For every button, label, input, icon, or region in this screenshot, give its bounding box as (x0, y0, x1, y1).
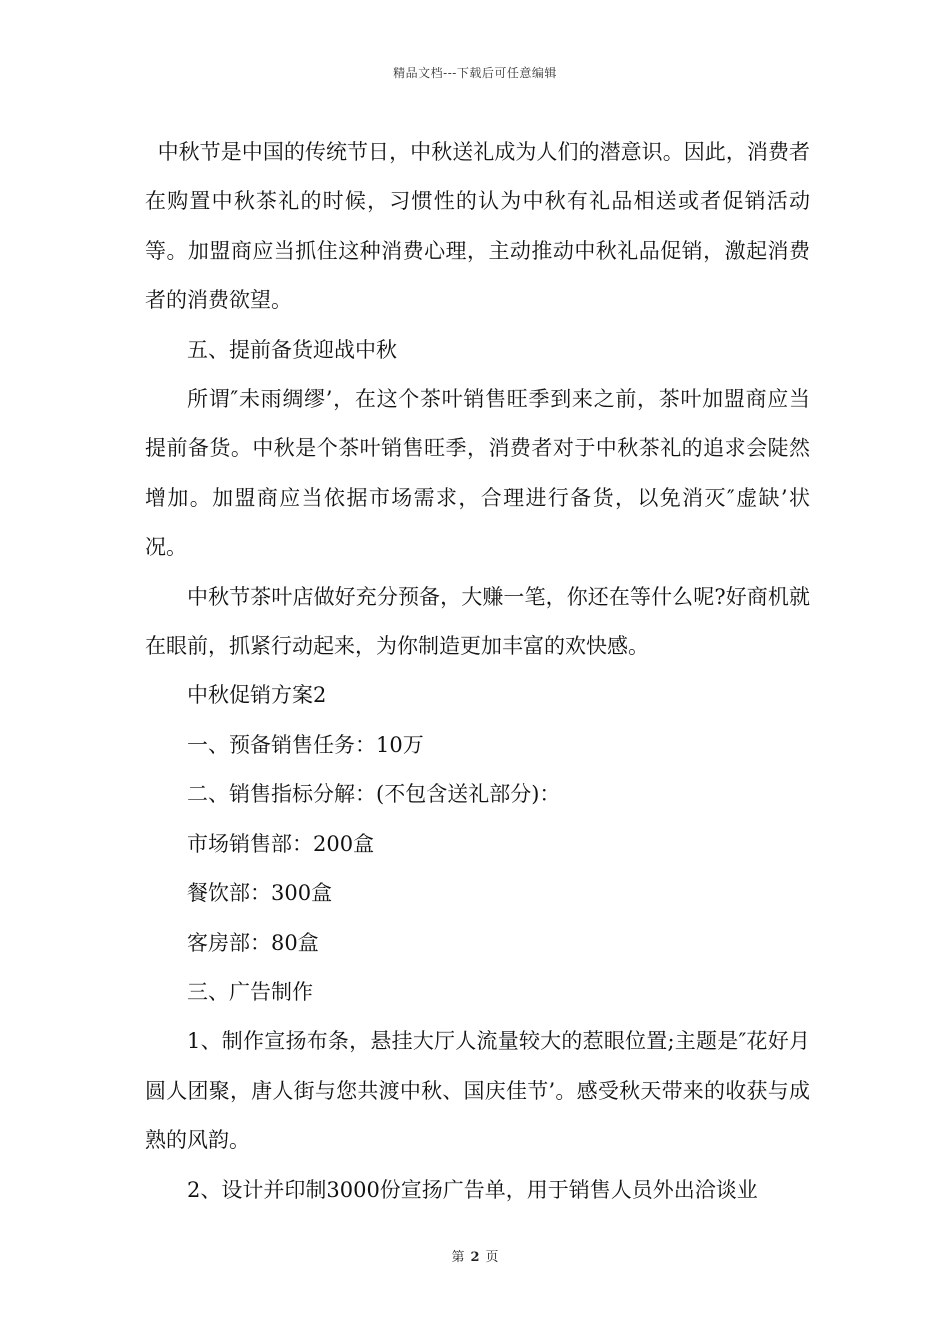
section-heading: 五、提前备货迎战中秋 (187, 337, 397, 362)
list-item: 餐饮部：300盒 (187, 881, 333, 906)
section-heading: 中秋促销方案2 (187, 683, 327, 708)
paragraph: 中秋节是中国的传统节日，中秋送礼成为人们的潜意识。因此，消费者在购置中秋茶礼的时候，习惯性的认为中秋有礼品相送或者促销活动等。加盟商应当抓住这种消费心理，主动推动中秋礼品促销，激起消费者的消费欲望。 (145, 140, 810, 313)
page-label-prefix: 第 (451, 1250, 465, 1265)
list-item: 市场销售部：200盒 (187, 831, 375, 856)
page-footer (0, 1246, 950, 1265)
paragraph: 2、设计并印制3000份宣扬广告单，用于销售人员外出洽谈业 (187, 1177, 758, 1202)
page-number: 2 (470, 1250, 480, 1265)
paragraph: 中秋节茶叶店做好充分预备，大赚一笔，你还在等什么呢?好商机就在眼前，抓紧行动起来，为你制造更加丰富的欢快感。 (145, 584, 810, 659)
paragraph: 所谓″未雨绸缪’，在这个茶叶销售旺季到来之前，茶叶加盟商应当提前备货。中秋是个茶叶销售旺季，消费者对于中秋茶礼的追求会陡然增加。加盟商应当依据市场需求，合理进行备货，以免消灭″虚缺’状况。 (145, 387, 810, 560)
page-label-suffix: 页 (485, 1250, 499, 1265)
list-item: 一、预备销售任务：10万 (187, 732, 424, 757)
list-item: 二、销售指标分解：(不包含送礼部分)： (187, 782, 561, 807)
page-header: 精品文档---下载后可任意编辑 (393, 66, 557, 80)
section-heading: 三、广告制作 (187, 979, 313, 1004)
paragraph: 1、制作宣扬布条，悬挂大厅人流量较大的惹眼位置;主题是″花好月圆人团聚，唐人街与您共渡中秋、国庆佳节’。感受秋天带来的收获与成熟的风韵。 (145, 1029, 810, 1153)
list-item: 客房部：80盒 (187, 930, 319, 955)
document-body (145, 128, 810, 1215)
